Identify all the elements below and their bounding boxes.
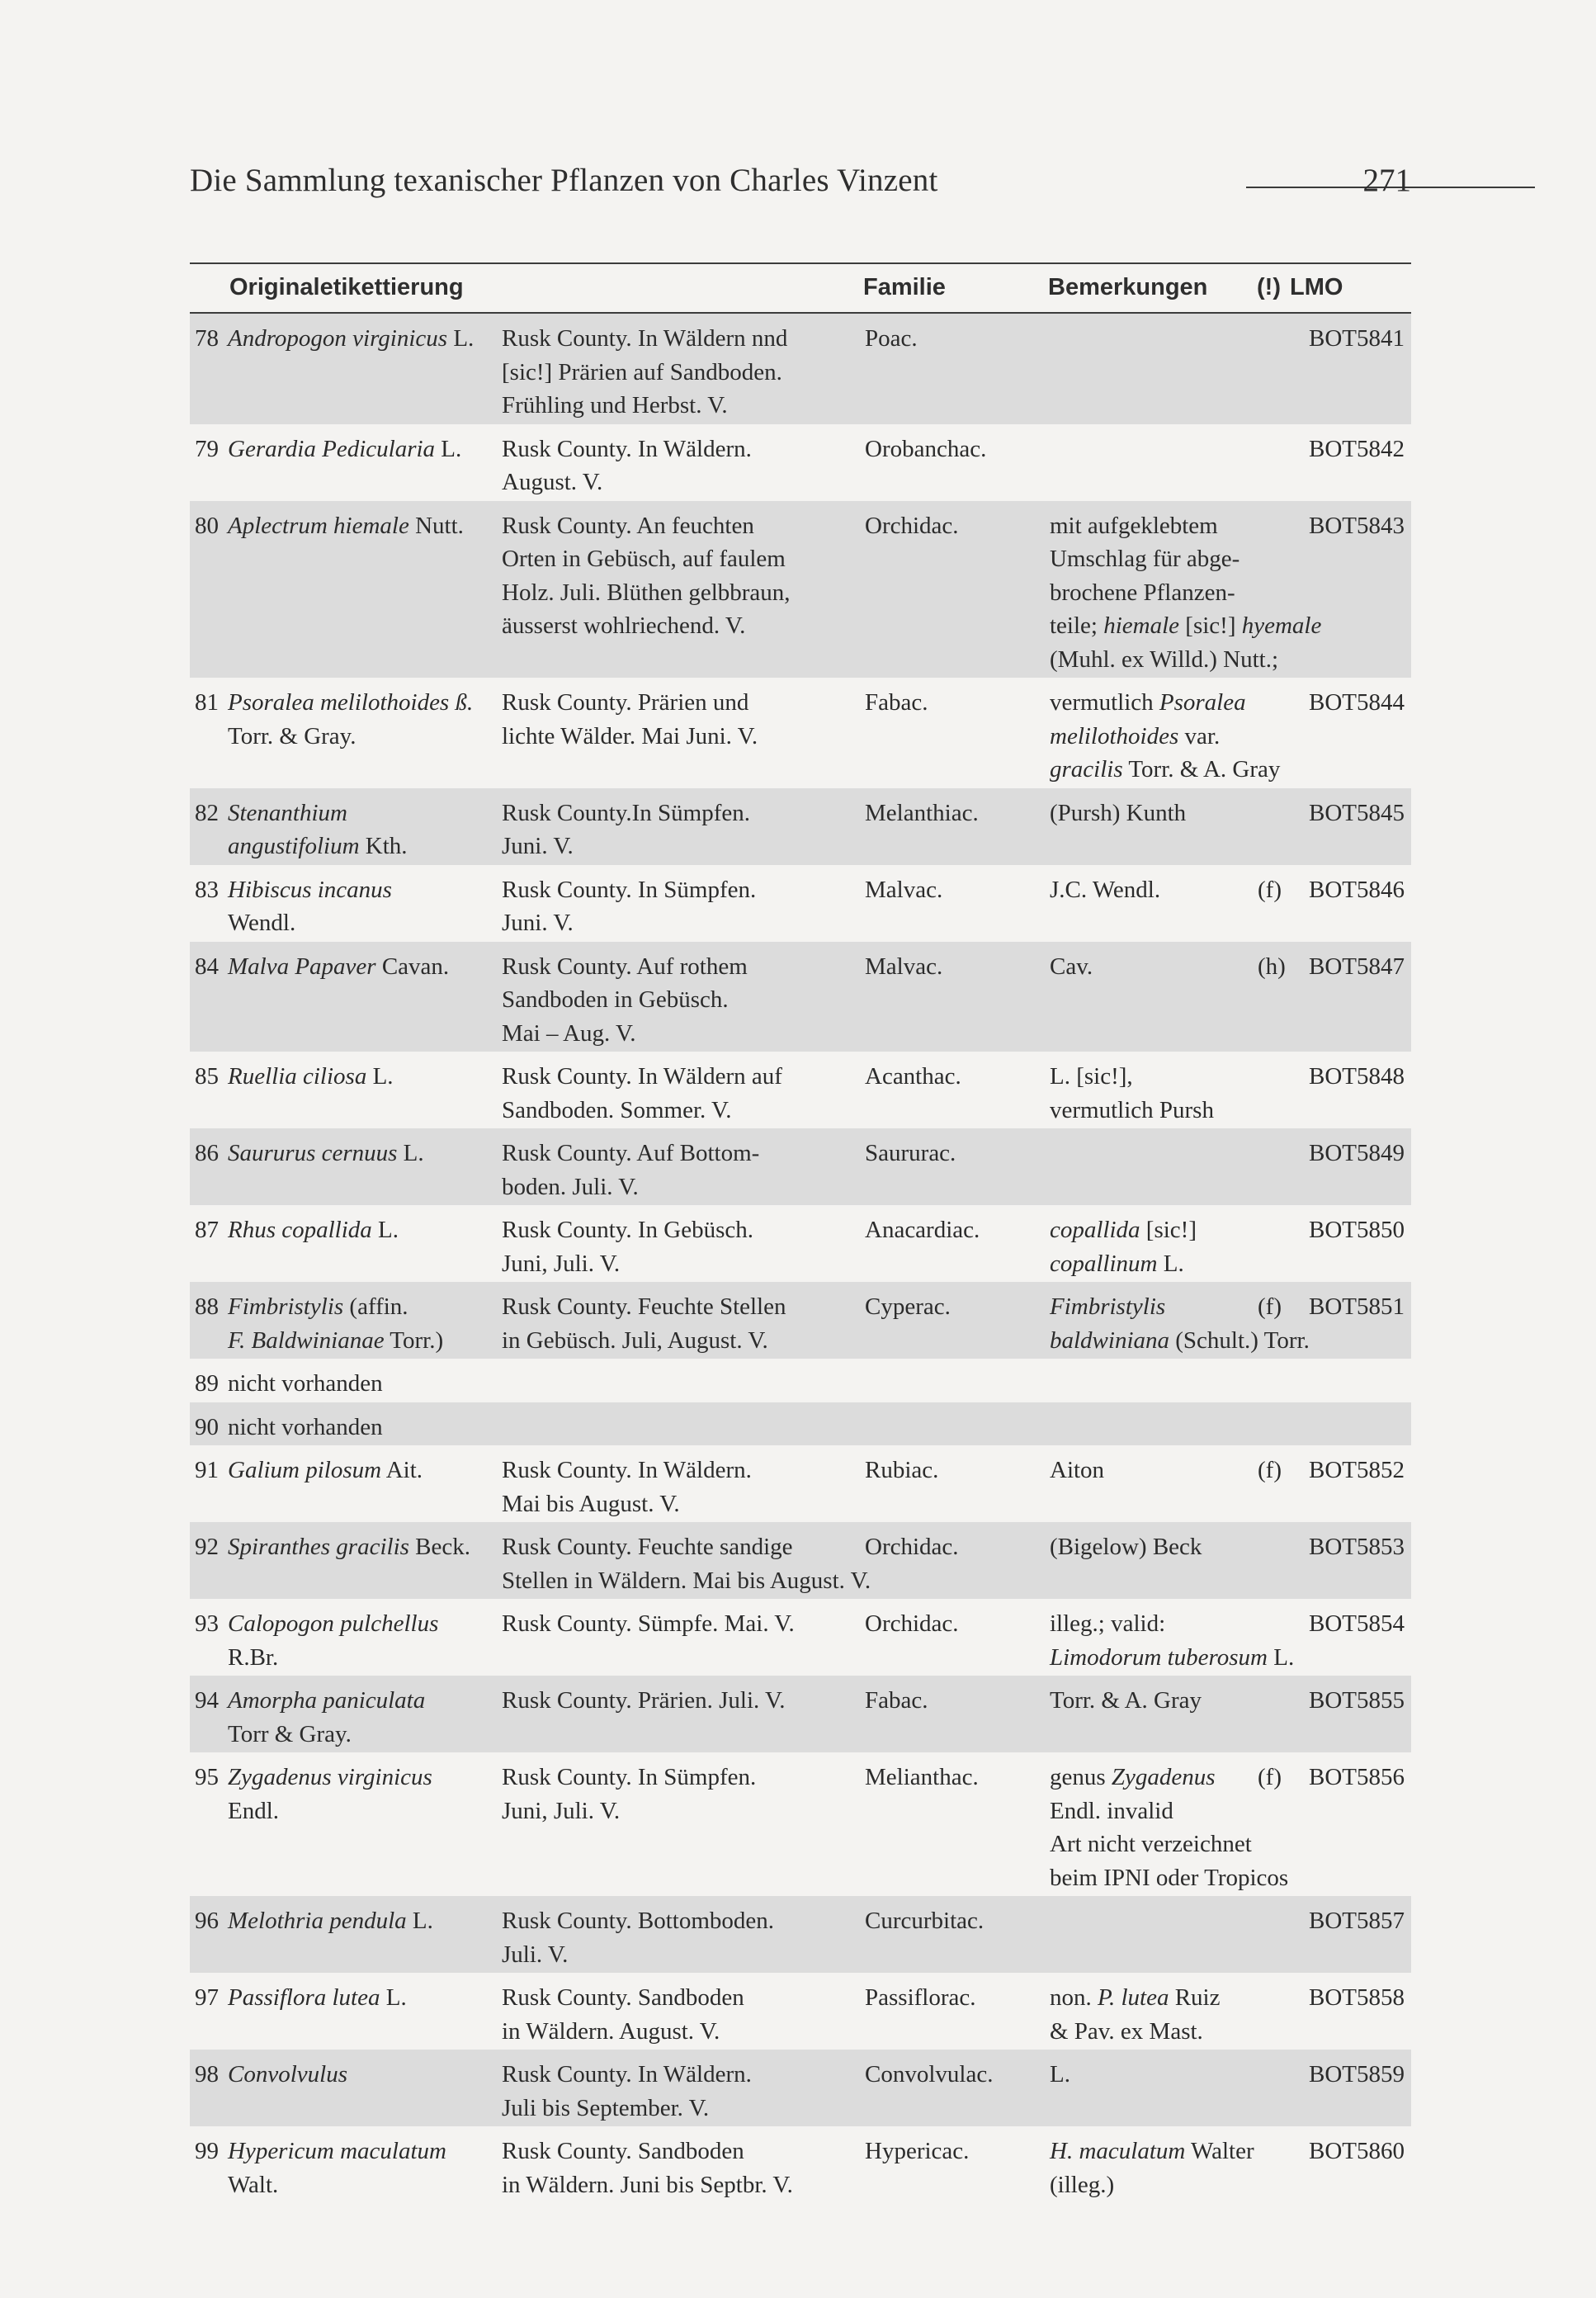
species-name-line: Melothria pendula L. [228,1908,433,1934]
remarks-line: vermutlich Psoralea [1050,689,1246,716]
original-label-line: Rusk County. Auf rothem [502,953,748,980]
original-label-line: äusserst wohlriechend. V. [502,612,746,639]
species-name [228,1981,500,2015]
row-number: 92 [195,1534,219,1560]
family: Orchidac. [865,512,959,539]
lmo-id: BOT5844 [1309,689,1405,716]
original-label-line: Rusk County. Sandboden [502,1984,744,2011]
family: Anacardiac. [865,1217,980,1243]
family: Passiflorac. [865,1984,976,2011]
specimen-table [190,262,1411,2203]
lmo-id: BOT5853 [1309,1534,1405,1560]
original-label-line: Juni. V. [502,833,574,859]
lmo-id: BOT5860 [1309,2138,1405,2164]
row-number: 81 [195,689,219,716]
family: Poac. [865,325,918,352]
original-label-line: Juni. V. [502,910,574,936]
remarks-line: brochene Pflanzen- [1050,579,1235,606]
species-name-line: Galium pilosum Ait. [228,1457,423,1483]
original-label [502,1213,857,1280]
row-number: 83 [195,876,219,903]
species-name-line: Convolvulus [228,2061,347,2088]
family: Orchidac. [865,1534,959,1560]
lmo-id: BOT5851 [1309,1293,1405,1320]
original-label-line: boden. Juli. V. [502,1173,639,1200]
original-label [502,1761,857,1828]
table-row [190,1676,1411,1752]
original-label-line: in Gebüsch. Juli, August. V. [502,1326,768,1354]
lmo-id: BOT5850 [1309,1217,1405,1243]
species-name-line: nicht vorhanden [228,1370,383,1397]
species-name-line: R.Br. [228,1643,279,1671]
species-name-line: Passiflora lutea L. [228,1984,407,2011]
column-header-original-label: Originaletikettierung [229,274,464,300]
lmo-id: BOT5845 [1309,799,1405,826]
table-row [190,1973,1411,2050]
species-name [228,950,500,984]
family: Melanthiac. [865,799,979,826]
row-number: 93 [195,1610,219,1637]
row-number: 87 [195,1217,219,1243]
original-label [502,322,857,423]
column-header-family: Familie [863,274,946,300]
species-name [228,1454,500,1487]
species-name [228,1607,500,1674]
remarks-line: (Pursh) Kunth [1050,799,1187,826]
remarks-line: Cav. [1050,953,1093,980]
family: Fabac. [865,1687,928,1714]
remarks-line: & Pav. ex Mast. [1050,2017,1203,2045]
species-name [228,1137,500,1170]
original-label-line: Rusk County. Feuchte sandige [502,1534,793,1560]
flag-marker: (f) [1258,1457,1282,1483]
row-number: 91 [195,1457,219,1483]
species-name-line: Fimbristylis (affin. [228,1293,408,1320]
original-label-line: Sandboden. Sommer. V. [502,1096,732,1123]
remarks-line: melilothoides var. [1050,722,1221,749]
remarks [1050,2135,1322,2201]
original-label [502,1290,857,1357]
remarks-line: mit aufgeklebtem [1050,512,1218,539]
species-name [228,2058,500,2092]
column-header-flag: (!) [1257,274,1281,300]
species-name-line: Gerardia Pedicularia L. [228,435,462,462]
family: Orobanchac. [865,435,987,462]
table-row [190,865,1411,942]
species-name-line: Malva Papaver Cavan. [228,953,450,980]
table-row [190,788,1411,865]
row-number: 99 [195,2138,219,2164]
original-label-line: Rusk County. In Wäldern auf [502,1063,782,1090]
species-name [228,873,500,940]
row-number: 78 [195,325,219,352]
remarks-line: Art nicht verzeichnet [1050,1831,1252,1857]
column-header-remarks: Bemerkungen [1048,274,1208,300]
table-row [190,1282,1411,1359]
remarks-line: copallida [sic!] [1050,1217,1197,1243]
original-label-line: Rusk County. In Sümpfen. [502,1764,757,1790]
original-label [502,1981,857,2048]
page-number: 271 [1362,163,1411,198]
species-name [228,433,500,466]
remarks-line: L. [sic!], [1050,1063,1133,1090]
species-name [228,1684,500,1751]
remarks-line: (Muhl. ex Willd.) Nutt.; [1050,645,1279,673]
species-name [228,1411,500,1445]
remarks-line: gracilis Torr. & A. Gray [1050,756,1281,783]
table-header [190,262,1411,314]
lmo-id: BOT5855 [1309,1687,1405,1714]
lmo-id: BOT5846 [1309,876,1405,903]
remarks-line: Fimbristylis [1050,1293,1166,1320]
lmo-id: BOT5841 [1309,325,1405,352]
species-name-line: angustifolium Kth. [228,833,408,859]
remarks-line: illeg.; valid: [1050,1610,1166,1637]
species-name-line: Walt. [228,2171,279,2198]
species-name-line: Calopogon pulchellus [228,1610,439,1637]
original-label-line: Mai – Aug. V. [502,1019,636,1047]
remarks-line: L. [1050,2061,1070,2088]
running-title: Die Sammlung texanischer Pflanzen von Charles Vinzent [190,163,938,198]
species-name-line: F. Baldwinianae Torr.) [228,1326,444,1354]
row-number: 94 [195,1687,219,1714]
table-row [190,1752,1411,1896]
remarks-line: H. maculatum Walter [1050,2138,1254,2164]
species-name [228,1904,500,1938]
original-label-line: [sic!] Prärien auf Sandboden. [502,358,782,385]
original-label [502,1684,857,1718]
original-label-line: in Wäldern. Juni bis Septbr. V. [502,2171,793,2198]
table-row [190,1052,1411,1128]
family: Malvac. [865,953,943,980]
species-name-line: Amorpha paniculata [228,1687,426,1714]
lmo-id: BOT5842 [1309,435,1405,462]
original-label-line: lichte Wälder. Mai Juni. V. [502,722,758,749]
lmo-id: BOT5854 [1309,1610,1405,1637]
row-number: 89 [195,1370,219,1397]
original-label-line: Rusk County. In Sümpfen. [502,876,757,903]
species-name-line: Ruellia ciliosa L. [228,1063,394,1090]
remarks [1050,1684,1322,1718]
species-name-line: Psoralea melilothoides ß. [228,689,474,716]
row-number: 95 [195,1764,219,1790]
remarks [1050,686,1322,787]
flag-marker: (f) [1258,876,1282,903]
species-name-line: nicht vorhanden [228,1413,383,1440]
species-name-line: Aplectrum hiemale Nutt. [228,512,464,539]
original-label-line: Juni, Juli. V. [502,1797,621,1824]
table-row [190,1205,1411,1282]
species-name-line: Saururus cernuus L. [228,1140,424,1166]
original-label [502,686,857,753]
original-label-line: Rusk County. In Gebüsch. [502,1217,754,1243]
species-name [228,509,500,543]
original-label-line: Rusk County. Auf Bottom- [502,1140,760,1166]
original-label [502,1904,857,1971]
original-label-line: Rusk County. In Wäldern. [502,435,752,462]
row-number: 96 [195,1908,219,1934]
family: Convolvulac. [865,2061,994,2088]
original-label-line: Sandboden in Gebüsch. [502,986,729,1013]
original-label-line: Stellen in Wäldern. Mai bis August. V. [502,1567,871,1594]
original-label-line: Rusk County. Prärien und [502,689,749,716]
species-name [228,1530,500,1564]
row-number: 98 [195,2061,219,2088]
species-name [228,322,500,356]
original-label-line: Mai bis August. V. [502,1490,680,1517]
remarks-line: (Bigelow) Beck [1050,1534,1202,1560]
original-label-line: Frühling und Herbst. V. [502,392,728,418]
column-header-lmo: LMO [1290,274,1343,300]
remarks-line: Umschlag für abge- [1050,546,1240,572]
original-label [502,1060,857,1127]
original-label-line: Rusk County.In Sümpfen. [502,799,751,826]
table-row [190,1522,1411,1599]
species-name-line: Spiranthes gracilis Beck. [228,1534,471,1560]
species-name-line: Torr. & Gray. [228,722,357,749]
table-row [190,2050,1411,2126]
species-name-line: Stenanthium [228,799,347,826]
table-row [190,501,1411,679]
lmo-id: BOT5852 [1309,1457,1405,1483]
remarks-line: copallinum L. [1050,1250,1184,1277]
species-name [228,1060,500,1094]
family: Rubiac. [865,1457,939,1483]
row-number: 79 [195,435,219,462]
remarks [1050,2058,1322,2092]
remarks [1050,1530,1322,1564]
family: Acanthac. [865,1063,961,1090]
original-label-line: August. V. [502,469,603,495]
remarks-line: vermutlich Pursh [1050,1096,1214,1123]
species-name-line: Hibiscus incanus [228,876,392,903]
lmo-id: BOT5858 [1309,1984,1405,2011]
family: Melianthac. [865,1764,979,1790]
original-label [502,1454,857,1520]
original-label [502,509,857,643]
species-name-line: Torr & Gray. [228,1720,352,1747]
original-label-line: Rusk County. An feuchten [502,512,754,539]
remarks-line: (illeg.) [1050,2171,1115,2198]
table-row [190,1599,1411,1676]
flag-marker: (h) [1258,953,1286,980]
remarks-line: baldwiniana (Schult.) Torr. [1050,1326,1310,1354]
remarks-line: Endl. invalid [1050,1797,1173,1824]
species-name [228,1290,500,1357]
original-label [502,433,857,499]
species-name-line: Andropogon virginicus L. [228,325,475,352]
original-label-line: Orten in Gebüsch, auf faulem [502,546,786,572]
family: Malvac. [865,876,943,903]
original-label-line: Juni, Juli. V. [502,1250,621,1277]
original-label-line: Holz. Juli. Blüthen gelbbraun, [502,579,791,606]
original-label-line: in Wäldern. August. V. [502,2017,720,2045]
species-name [228,2135,500,2201]
original-label-line: Rusk County. In Wäldern. [502,2061,752,2088]
flag-marker: (f) [1258,1764,1282,1790]
original-label-line: Rusk County. Feuchte Stellen [502,1293,786,1320]
table-row [190,424,1411,501]
table-row [190,1128,1411,1205]
original-label [502,950,857,1051]
table-row [190,1402,1411,1446]
row-number: 88 [195,1293,219,1320]
row-number: 90 [195,1413,219,1440]
original-label [502,2135,857,2201]
remarks [1050,1607,1322,1674]
species-name [228,1367,500,1401]
lmo-id: BOT5843 [1309,512,1405,539]
remarks-line: Limodorum tuberosum L. [1050,1643,1295,1671]
original-label-line: Rusk County. In Wäldern nnd [502,325,788,352]
remarks [1050,509,1322,677]
lmo-id: BOT5859 [1309,2061,1405,2088]
remarks-line: non. P. lutea Ruiz [1050,1984,1221,2011]
original-label [502,873,857,940]
row-number: 86 [195,1140,219,1166]
family: Saururac. [865,1140,956,1166]
remarks-line: Aiton [1050,1457,1105,1483]
remarks-line: genus Zygadenus [1050,1764,1216,1790]
species-name [228,686,500,753]
original-label-line: Rusk County. In Wäldern. [502,1457,752,1483]
family: Orchidac. [865,1610,959,1637]
species-name-line: Rhus copallida L. [228,1217,399,1243]
lmo-id: BOT5849 [1309,1140,1405,1166]
flag-marker: (f) [1258,1293,1282,1320]
original-label [502,1607,857,1641]
remarks-line: Torr. & A. Gray [1050,1687,1202,1714]
remarks [1050,1981,1322,2048]
lmo-id: BOT5848 [1309,1063,1405,1090]
table-row [190,2126,1411,2203]
family: Fabac. [865,689,928,716]
original-label-line: Rusk County. Bottomboden. [502,1908,775,1934]
table-row [190,1896,1411,1973]
remarks [1050,1213,1322,1280]
table-body [190,314,1411,2203]
table-row [190,942,1411,1052]
original-label-line: Juli. V. [502,1941,569,1968]
species-name [228,1761,500,1828]
original-label [502,797,857,863]
table-row [190,678,1411,788]
remarks [1050,1060,1322,1127]
original-label-line: Juli bis September. V. [502,2094,710,2121]
table-row [190,314,1411,424]
remarks-line: J.C. Wendl. [1050,876,1161,903]
running-header [190,162,1411,211]
table-row [190,1359,1411,1402]
row-number: 85 [195,1063,219,1090]
original-label-line: Rusk County. Prärien. Juli. V. [502,1687,786,1714]
original-label-line: Rusk County. Sandboden [502,2138,744,2164]
family: Hypericac. [865,2138,970,2164]
original-label-line: Rusk County. Sümpfe. Mai. V. [502,1610,795,1637]
original-label [502,1137,857,1203]
remarks-line: teile; hiemale [sic!] hyemale [1050,612,1322,639]
remarks-line: beim IPNI oder Tropicos [1050,1864,1289,1891]
row-number: 84 [195,953,219,980]
row-number: 80 [195,512,219,539]
row-number: 82 [195,799,219,826]
species-name-line: Wendl. [228,910,296,936]
family: Curcurbitac. [865,1908,985,1934]
original-label [502,1530,871,1597]
lmo-id: BOT5847 [1309,953,1405,980]
table-row [190,1445,1411,1522]
remarks [1050,797,1322,830]
family: Cyperac. [865,1293,951,1320]
original-label [502,2058,857,2125]
species-name-line: Hypericum maculatum [228,2138,446,2164]
lmo-id: BOT5856 [1309,1764,1405,1790]
lmo-id: BOT5857 [1309,1908,1405,1934]
row-number: 97 [195,1984,219,2011]
species-name [228,1213,500,1247]
species-name [228,797,500,863]
species-name-line: Zygadenus virginicus [228,1764,432,1790]
species-name-line: Endl. [228,1797,280,1824]
